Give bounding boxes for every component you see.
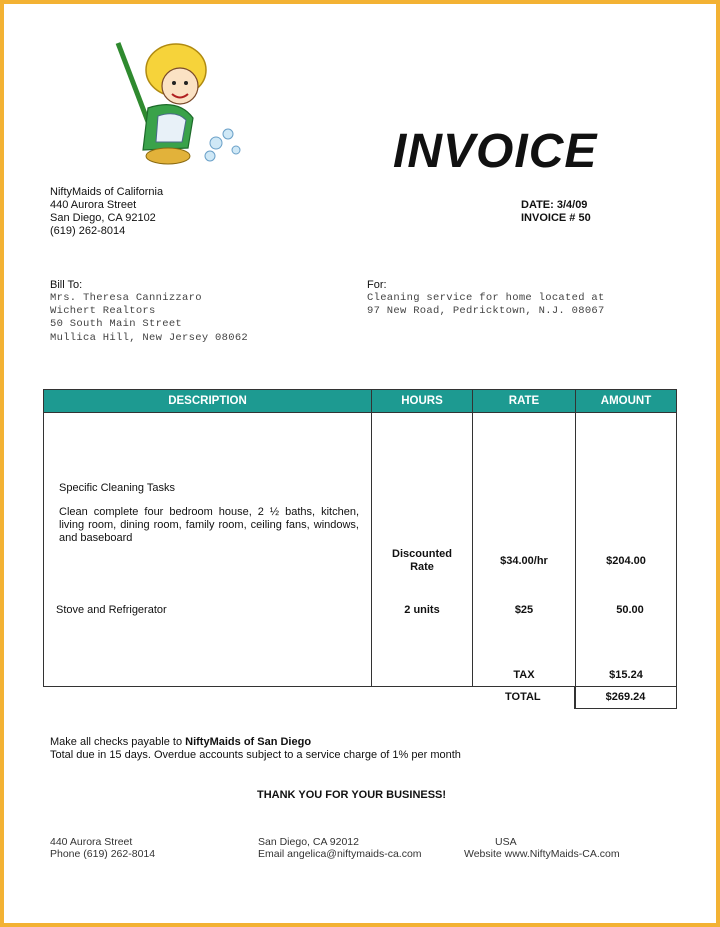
col-amount: AMOUNT (600, 395, 652, 407)
payment-note: Make all checks payable to NiftyMaids of San Diego (50, 736, 312, 748)
company-info (50, 186, 163, 238)
row2-rate: $25 (514, 604, 534, 616)
for-label: For: (367, 279, 387, 291)
thank-you: THANK YOU FOR YOUR BUSINESS! (257, 789, 447, 801)
table-header (44, 390, 676, 413)
footer-right: USA Website www.NiftyMaids-CA.com (464, 836, 620, 860)
total-label: TOTAL (505, 691, 541, 703)
divider (472, 390, 473, 686)
tax-label: TAX (513, 669, 535, 681)
invoice-date: DATE: 3/4/09 (521, 199, 588, 211)
total-amount: $269.24 (605, 691, 646, 703)
col-rate: RATE (508, 395, 540, 407)
for-description: Cleaning service for home located at 97 New Road, Pedricktown, N.J. 08067 (367, 292, 605, 318)
terms-note: Total due in 15 days. Overdue accounts subject to a service charge of 1% per month (50, 749, 461, 761)
footer-middle: San Diego, CA 92012 Email angelica@niftymaids-ca.com (258, 836, 422, 860)
row2-amount: 50.00 (616, 604, 644, 616)
bill-to-address: Mrs. Theresa Cannizzaro Wichert Realtors 50 South Main Street Mullica Hill, New Jersey 08062 (50, 292, 249, 344)
invoice-title: INVOICE (393, 125, 598, 178)
invoice-number: INVOICE # 50 (521, 212, 591, 224)
col-description: DESCRIPTION (168, 395, 247, 407)
footer-left: 440 Aurora Street Phone (619) 262-8014 (50, 836, 156, 860)
row1-rate: $34.00/hr (500, 555, 548, 567)
company-name: NiftyMaids of California (50, 186, 164, 198)
company-phone: (619) 262-8014 (50, 225, 126, 237)
company-city: San Diego, CA 92102 (50, 212, 156, 224)
company-street: 440 Aurora Street (50, 199, 137, 211)
divider (575, 390, 576, 708)
invoice-meta (521, 199, 591, 225)
row2-hours: 2 units (404, 604, 440, 616)
task-detail: Clean complete four bedroom house, 2 ½ baths, kitchen, living room, dining room, family room, ceiling fans, windows, and baseboard (59, 506, 359, 544)
row2-description: Stove and Refrigerator (56, 604, 167, 616)
row1-hours: Discounted Rate (392, 548, 452, 573)
line-items-table (43, 389, 677, 687)
tax-amount: $15.24 (609, 669, 643, 681)
col-hours: HOURS (401, 395, 443, 407)
bill-to-label: Bill To: (50, 279, 83, 291)
row1-amount: $204.00 (606, 555, 646, 567)
divider (371, 390, 372, 686)
task-heading: Specific Cleaning Tasks (59, 482, 175, 494)
maid-mascot-logo (98, 38, 248, 168)
